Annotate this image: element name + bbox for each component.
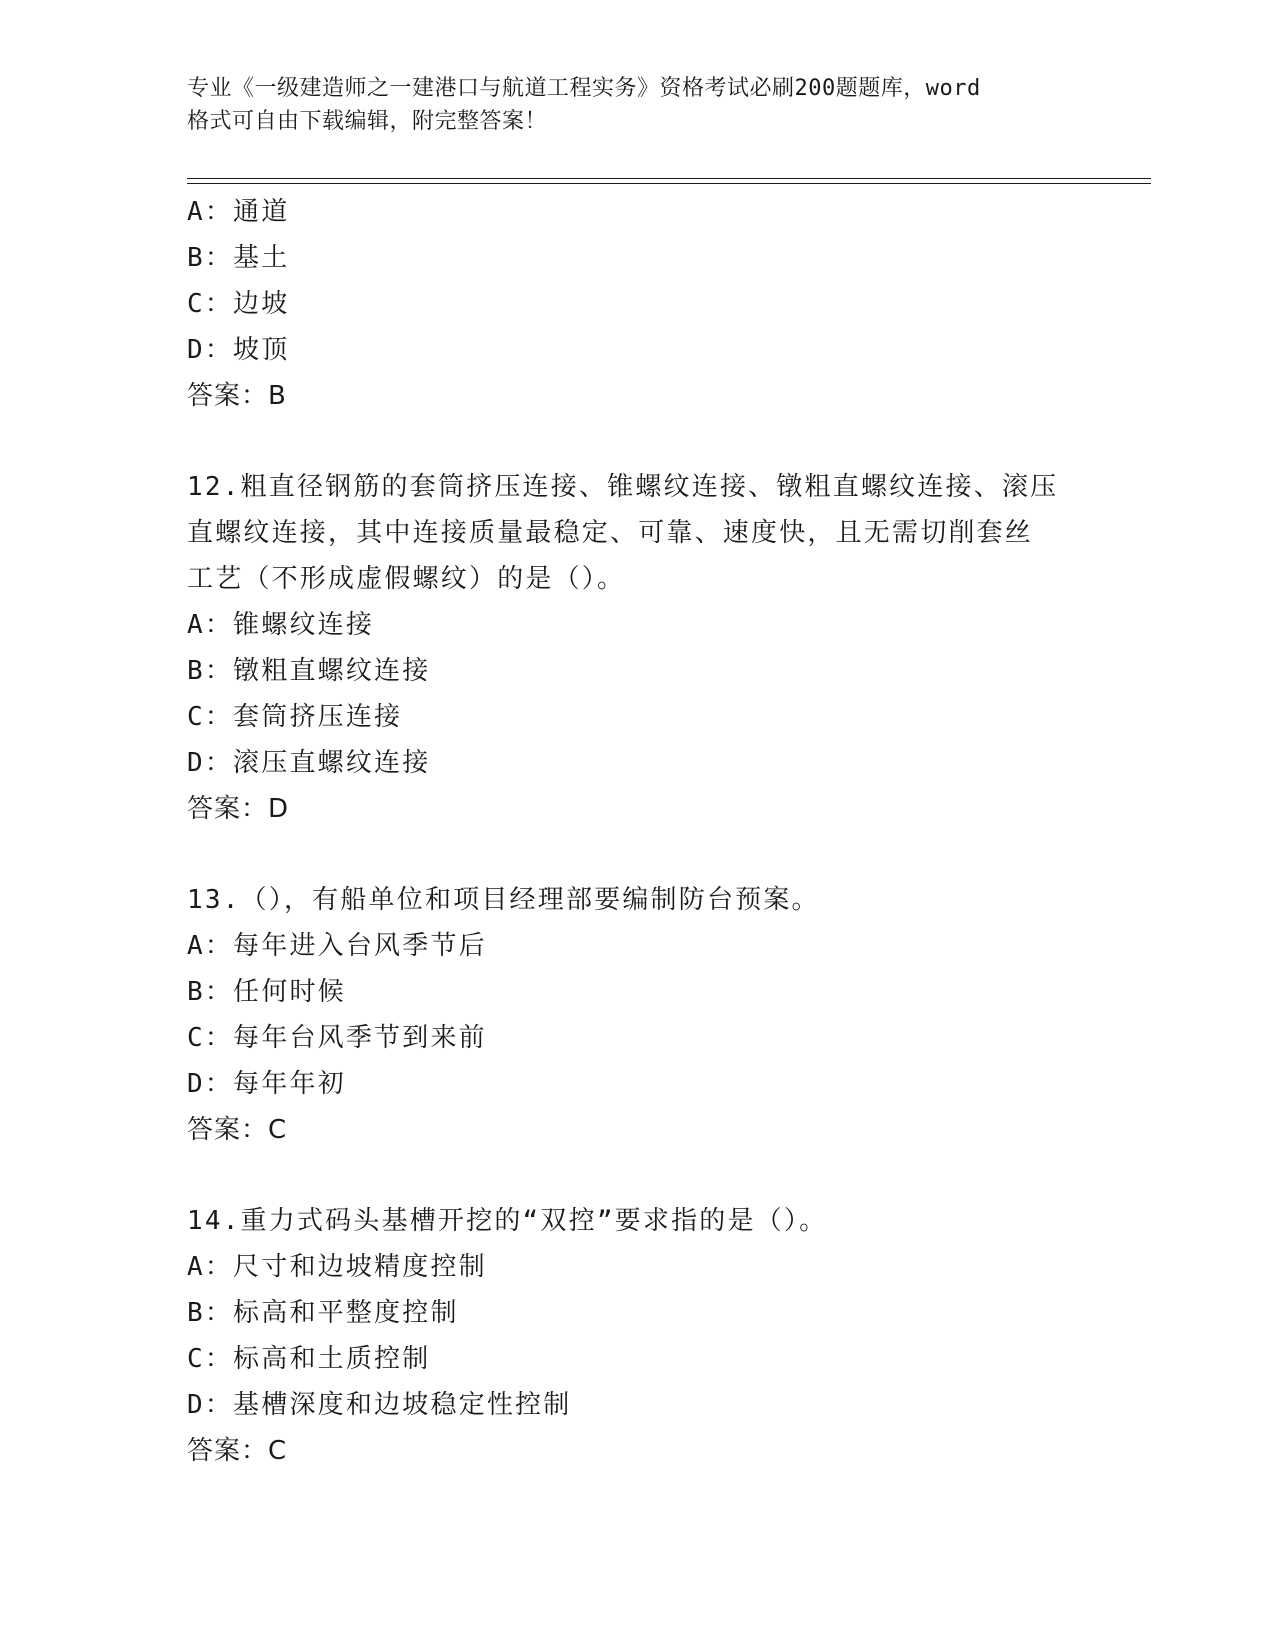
header-divider-bottom xyxy=(187,183,1151,184)
question-14 xyxy=(187,1198,1147,1474)
option-c: C：边坡 xyxy=(187,289,290,319)
question-11 xyxy=(187,189,1147,419)
spacer xyxy=(187,1153,1147,1198)
option-b: B：标高和平整度控制 xyxy=(187,1298,459,1328)
spacer xyxy=(187,419,1147,464)
option-d: D：基槽深度和边坡稳定性控制 xyxy=(187,1390,572,1420)
question-stem: 14.重力式码头基槽开挖的“双控”要求指的是（）。 xyxy=(187,1206,828,1236)
option-a: A：尺寸和边坡精度控制 xyxy=(187,1252,487,1282)
option-c: C：每年台风季节到来前 xyxy=(187,1023,487,1053)
option-b: B：镦粗直螺纹连接 xyxy=(187,656,431,686)
question-stem: 直螺纹连接，其中连接质量最稳定、可靠、速度快，且无需切削套丝 xyxy=(187,518,1034,548)
document-header xyxy=(187,72,1067,138)
question-13 xyxy=(187,877,1147,1153)
option-d: D：每年年初 xyxy=(187,1069,346,1099)
answer: 答案：C xyxy=(187,1436,288,1466)
option-c: C：套筒挤压连接 xyxy=(187,702,403,732)
question-stem: 工艺（不形成虚假螺纹）的是（）。 xyxy=(187,564,626,594)
option-b: B：任何时候 xyxy=(187,977,346,1007)
question-stem: 12.粗直径钢筋的套筒挤压连接、锥螺纹连接、镦粗直螺纹连接、滚压 xyxy=(187,472,1059,502)
option-d: D：滚压直螺纹连接 xyxy=(187,748,431,778)
question-12 xyxy=(187,464,1147,832)
option-a: A：每年进入台风季节后 xyxy=(187,931,487,961)
option-b: B：基土 xyxy=(187,243,290,273)
spacer xyxy=(187,832,1147,877)
option-c: C：标高和土质控制 xyxy=(187,1344,431,1374)
option-a: A：锥螺纹连接 xyxy=(187,610,375,640)
question-stem: 13.（），有船单位和项目经理部要编制防台预案。 xyxy=(187,885,820,915)
answer: 答案：B xyxy=(187,381,287,411)
answer: 答案：C xyxy=(187,1115,288,1145)
header-divider-top xyxy=(187,178,1151,179)
question-list xyxy=(187,189,1147,1474)
answer: 答案：D xyxy=(187,794,290,824)
option-a: A：通道 xyxy=(187,197,290,227)
header-line-2: 格式可自由下载编辑，附完整答案！ xyxy=(187,109,548,134)
header-line-1: 专业《一级建造师之一建港口与航道工程实务》资格考试必刷200题题库，word xyxy=(187,76,981,101)
option-d: D：坡顶 xyxy=(187,335,290,365)
